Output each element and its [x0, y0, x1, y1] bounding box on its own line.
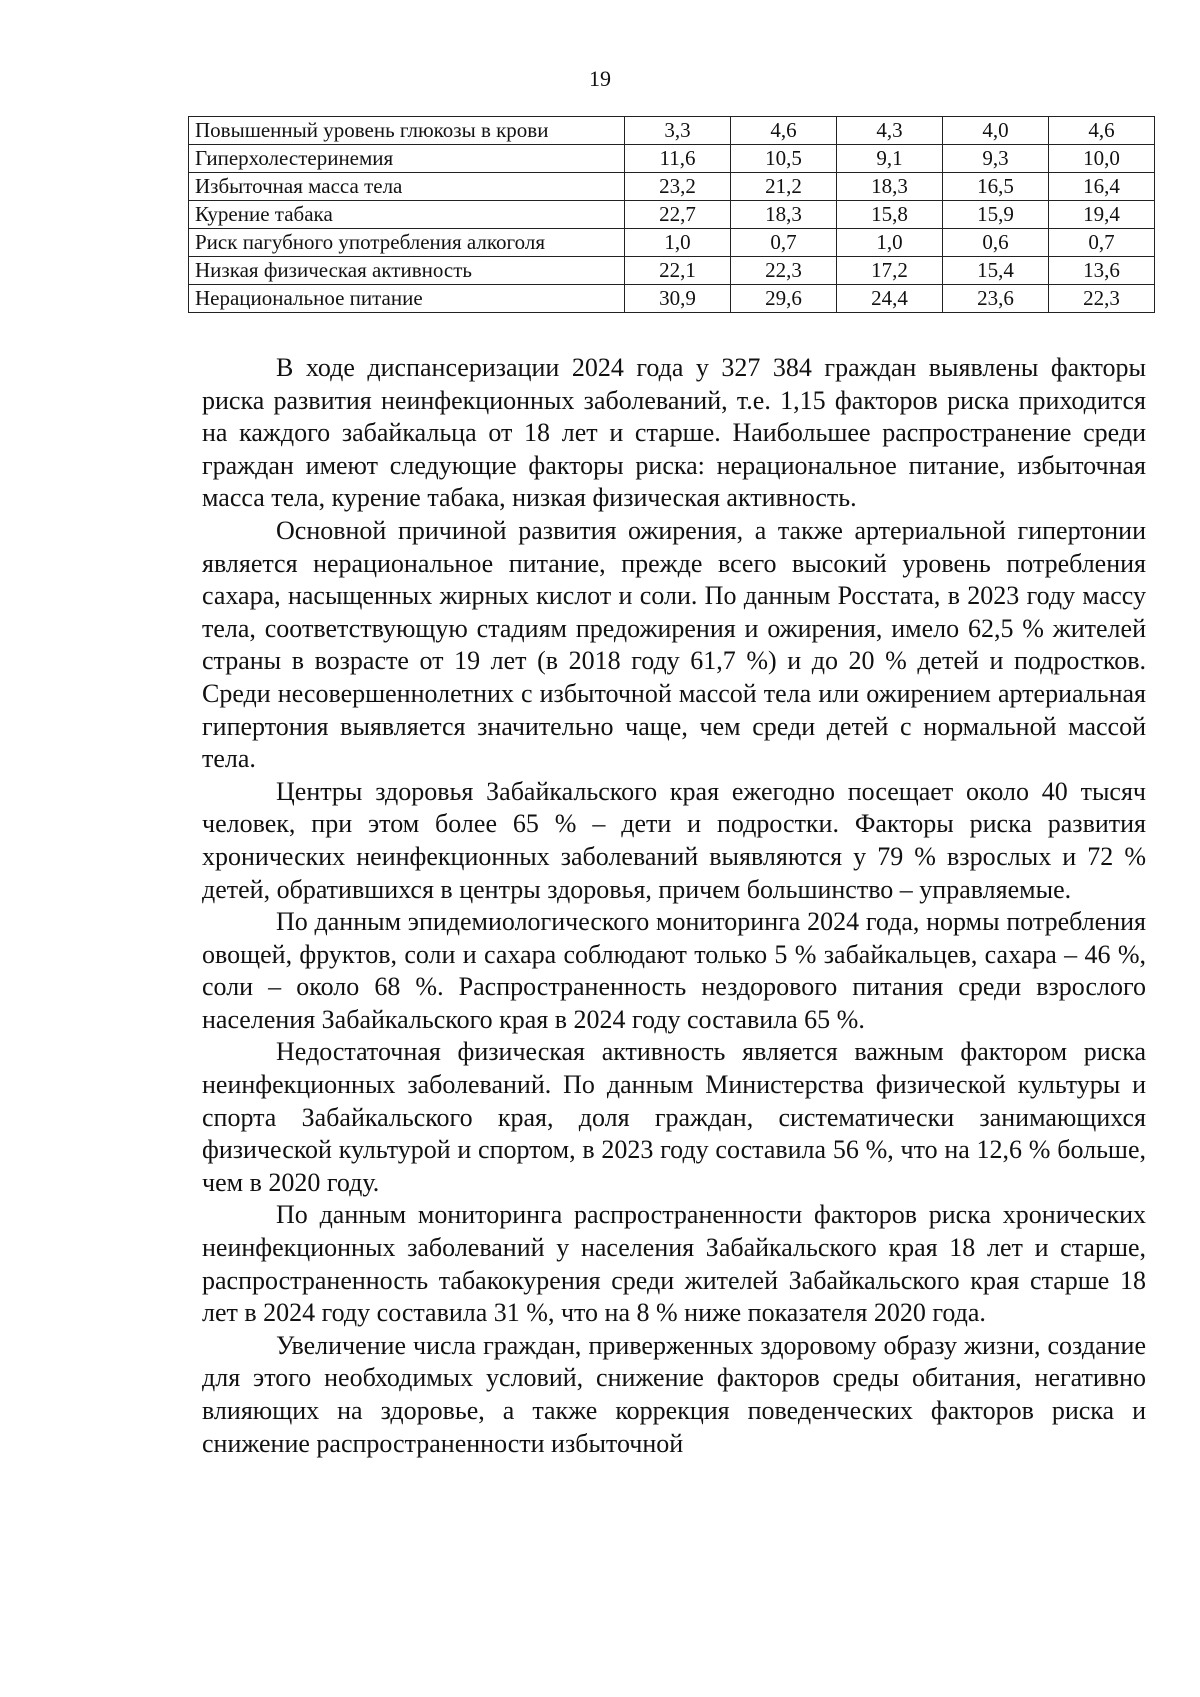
- table-cell: 22,7: [625, 201, 731, 229]
- table-cell: 4,6: [731, 117, 837, 145]
- table-cell: 4,0: [943, 117, 1049, 145]
- table-cell: 10,0: [1049, 145, 1155, 173]
- row-label: Повышенный уровень глюкозы в крови: [189, 117, 625, 145]
- table-row: [189, 117, 1155, 145]
- table-cell: 0,7: [731, 229, 837, 257]
- table-cell: 29,6: [731, 285, 837, 313]
- table-cell: 1,0: [837, 229, 943, 257]
- risk-factors-table: [188, 116, 1155, 313]
- paragraph: Центры здоровья Забайкальского края ежегодно посещает около 40 тысяч человек, при этом более 65 % – дети и подростки. Факторы риска развития хронических неинфекционных заболеваний выявляются у 79 % взрослых и 72 % детей, обратившихся в центры здоровья, причем большинство – управляемые.: [202, 776, 1146, 904]
- paragraph: Основной причиной развития ожирения, а также артериальной гипертонии является нерациональное питание, прежде всего высокий уровень потребления сахара, насыщенных жирных кислот и соли. По данным Росстата, в 2023 году массу тела, соответствующую стадиям предожирения и ожирения, имело 62,5 % жителей страны в возрасте от 19 лет (в 2018 году 61,7 %) и до 20 % детей и подростков. Среди несовершеннолетних с избыточной массой тела или ожирением артериальная гипертония выявляется значительно чаще, чем среди детей с нормальной массой тела.: [202, 515, 1146, 774]
- table-cell: 0,7: [1049, 229, 1155, 257]
- row-label: Избыточная масса тела: [189, 173, 625, 201]
- table-cell: 4,3: [837, 117, 943, 145]
- table-cell: 9,3: [943, 145, 1049, 173]
- table-cell: 3,3: [625, 117, 731, 145]
- table-cell: 22,3: [1049, 285, 1155, 313]
- table-cell: 22,1: [625, 257, 731, 285]
- row-label: Курение табака: [189, 201, 625, 229]
- table-row: [189, 201, 1155, 229]
- table-cell: 19,4: [1049, 201, 1155, 229]
- table-cell: 24,4: [837, 285, 943, 313]
- table-cell: 4,6: [1049, 117, 1155, 145]
- page-number: 19: [589, 66, 611, 91]
- table-cell: 17,2: [837, 257, 943, 285]
- paragraph: По данным эпидемиологического мониторинга 2024 года, нормы потребления овощей, фруктов, соли и сахара соблюдают только 5 % забайкальцев, сахара – 46 %, соли – около 68 %. Распространенность нездорового питания среди взрослого населения Забайкальского края в 2024 году составила 65 %.: [202, 907, 1146, 1034]
- table-cell: 11,6: [625, 145, 731, 173]
- paragraph: Недостаточная физическая активность является важным фактором риска неинфекционных заболеваний. По данным Министерства физической культуры и спорта Забайкальского края, доля граждан, систематически занимающихся физической культурой и спортом, в 2023 году составила 56 %, что на 12,6 % больше, чем в 2020 году.: [202, 1037, 1146, 1197]
- table-row: [189, 285, 1155, 313]
- row-label: Низкая физическая активность: [189, 257, 625, 285]
- paragraph: Увеличение числа граждан, приверженных здоровому образу жизни, создание для этого необходимых условий, снижение факторов среды обитания, негативно влияющих на здоровье, а также коррекция поведенческих факторов риска и снижение распространенности избыточной: [202, 1330, 1146, 1458]
- row-label: Гиперхолестеринемия: [189, 145, 625, 173]
- table-cell: 15,4: [943, 257, 1049, 285]
- table-cell: 15,8: [837, 201, 943, 229]
- table-cell: 22,3: [731, 257, 837, 285]
- body-text: [202, 352, 1146, 1460]
- table-row: [189, 229, 1155, 257]
- table-cell: 23,6: [943, 285, 1049, 313]
- table-cell: 18,3: [837, 173, 943, 201]
- table-cell: 23,2: [625, 173, 731, 201]
- table-row: [189, 173, 1155, 201]
- table-cell: 16,4: [1049, 173, 1155, 201]
- table-cell: 10,5: [731, 145, 837, 173]
- table-cell: 13,6: [1049, 257, 1155, 285]
- table-cell: 9,1: [837, 145, 943, 173]
- table-cell: 30,9: [625, 285, 731, 313]
- table-cell: 1,0: [625, 229, 731, 257]
- table-cell: 0,6: [943, 229, 1049, 257]
- table-row: [189, 145, 1155, 173]
- table-cell: 16,5: [943, 173, 1049, 201]
- table-cell: 21,2: [731, 173, 837, 201]
- table-cell: 18,3: [731, 201, 837, 229]
- paragraph: В ходе диспансеризации 2024 года у 327 384 граждан выявлены факторы риска развития неинфекционных заболеваний, т.е. 1,15 факторов риска приходится на каждого забайкальца от 18 лет и старше. Наибольшее распространение среди граждан имеют следующие факторы риска: нерациональное питание, избыточная масса тела, курение табака, низкая физическая активность.: [202, 353, 1146, 513]
- table-row: [189, 257, 1155, 285]
- table-cell: 15,9: [943, 201, 1049, 229]
- row-label: Нерациональное питание: [189, 285, 625, 313]
- row-label: Риск пагубного употребления алкоголя: [189, 229, 625, 257]
- paragraph: По данным мониторинга распространенности факторов риска хронических неинфекционных заболеваний у населения Забайкальского края 18 лет и старше, распространенность табакокурения среди жителей Забайкальского края старше 18 лет в 2024 году составила 31 %, что на 8 % ниже показателя 2020 года.: [202, 1200, 1146, 1328]
